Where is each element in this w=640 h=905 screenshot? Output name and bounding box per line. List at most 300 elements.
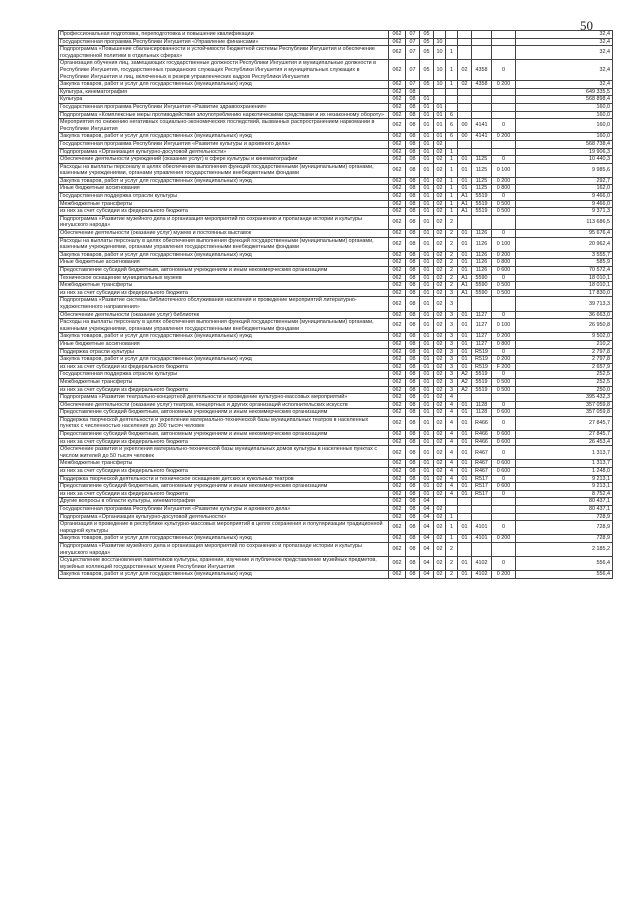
expense-type-cell xyxy=(492,103,516,111)
program-code-cell: 02 xyxy=(434,148,446,156)
subprogram-code-cell: 2 xyxy=(446,274,458,282)
direction-code-cell: 1127 xyxy=(472,333,492,341)
table-row xyxy=(59,111,613,119)
table-row xyxy=(59,185,613,193)
program-code-cell: 01 xyxy=(434,103,446,111)
direction-code-cell: 1127 xyxy=(472,340,492,348)
expense-type-cell: 0 600 xyxy=(492,483,516,491)
program-code-cell: 02 xyxy=(434,289,446,297)
direction-code-cell: 5590 xyxy=(472,274,492,282)
subprogram-code-cell: 4 xyxy=(446,460,458,468)
table-row xyxy=(59,200,613,208)
event-code-cell xyxy=(458,46,472,60)
program-code-cell: 02 xyxy=(434,259,446,267)
admin-code-cell: 062 xyxy=(389,513,406,521)
subsection-code-cell: 01 xyxy=(420,438,434,446)
admin-code-cell: 062 xyxy=(389,521,406,535)
event-code-cell: A1 xyxy=(458,193,472,201)
table-row xyxy=(59,251,613,259)
direction-code-cell: R519 xyxy=(472,356,492,364)
row-name-cell: Закупка товаров, работ и услуг для государственных (муниципальных) нужд xyxy=(59,333,389,341)
subprogram-code-cell: 1 xyxy=(446,60,458,81)
event-code-cell: 01 xyxy=(458,401,472,409)
event-code-cell: 01 xyxy=(458,251,472,259)
amount-cell: 70 572,4 xyxy=(516,267,613,275)
direction-code-cell: 1126 xyxy=(472,251,492,259)
subprogram-code-cell: 3 xyxy=(446,378,458,386)
event-code-cell: 02 xyxy=(458,81,472,89)
subsection-code-cell: 01 xyxy=(420,185,434,193)
amount-cell: 728,9 xyxy=(516,535,613,543)
direction-code-cell: R517 xyxy=(472,475,492,483)
direction-code-cell xyxy=(472,88,492,96)
table-row xyxy=(59,446,613,460)
direction-code-cell: 1125 xyxy=(472,185,492,193)
row-name-cell: Расходы на выплаты персоналу в целях обеспечения выполнения функций государственными (муниципальными) органами, казенными учреждениями, органами управления государственными внебюджетными фондами xyxy=(59,237,389,251)
admin-code-cell: 062 xyxy=(389,401,406,409)
section-code-cell: 08 xyxy=(406,571,420,579)
subsection-code-cell: 01 xyxy=(420,483,434,491)
admin-code-cell: 062 xyxy=(389,490,406,498)
section-code-cell: 08 xyxy=(406,394,420,402)
row-name-cell: Техническое оснащение муниципальных музеев xyxy=(59,274,389,282)
admin-code-cell: 062 xyxy=(389,163,406,177)
subsection-code-cell: 01 xyxy=(420,401,434,409)
direction-code-cell: 4141 xyxy=(472,119,492,133)
direction-code-cell xyxy=(472,111,492,119)
subsection-code-cell: 04 xyxy=(420,535,434,543)
subsection-code-cell: 05 xyxy=(420,60,434,81)
section-code-cell: 07 xyxy=(406,46,420,60)
expense-type-cell: 0 xyxy=(492,156,516,164)
subsection-code-cell: 04 xyxy=(420,506,434,514)
subsection-code-cell: 01 xyxy=(420,333,434,341)
program-code-cell: 02 xyxy=(434,193,446,201)
expense-type-cell: 0 xyxy=(492,521,516,535)
subprogram-code-cell: 1 xyxy=(446,208,458,216)
program-code-cell xyxy=(434,88,446,96)
subsection-code-cell: 04 xyxy=(420,557,434,571)
program-code-cell: 02 xyxy=(434,394,446,402)
subprogram-code-cell: 4 xyxy=(446,431,458,439)
amount-cell: 357 059,8 xyxy=(516,409,613,417)
direction-code-cell: R519 xyxy=(472,348,492,356)
subprogram-code-cell: 2 xyxy=(446,230,458,238)
section-code-cell: 08 xyxy=(406,340,420,348)
event-code-cell: 01 xyxy=(458,468,472,476)
subprogram-code-cell xyxy=(446,96,458,104)
admin-code-cell: 062 xyxy=(389,237,406,251)
amount-cell: 649 335,5 xyxy=(516,88,613,96)
expense-type-cell xyxy=(492,513,516,521)
amount-cell: 357 059,8 xyxy=(516,401,613,409)
subsection-code-cell: 01 xyxy=(420,409,434,417)
event-code-cell xyxy=(458,103,472,111)
admin-code-cell: 062 xyxy=(389,133,406,141)
table-row xyxy=(59,513,613,521)
amount-cell: 20 962,4 xyxy=(516,237,613,251)
direction-code-cell: 4102 xyxy=(472,557,492,571)
table-row xyxy=(59,416,613,430)
table-row xyxy=(59,148,613,156)
section-code-cell: 08 xyxy=(406,148,420,156)
expense-type-cell: 0 200 xyxy=(492,571,516,579)
row-name-cell: Государственная программа Республики Ингушетия «Развитие культуры и архивного дела» xyxy=(59,140,389,148)
admin-code-cell: 062 xyxy=(389,81,406,89)
amount-cell: 160,0 xyxy=(516,133,613,141)
direction-code-cell: R467 xyxy=(472,446,492,460)
admin-code-cell: 062 xyxy=(389,297,406,311)
row-name-cell: Межбюджетные трансферты xyxy=(59,378,389,386)
event-code-cell: 01 xyxy=(458,535,472,543)
table-row xyxy=(59,96,613,104)
page-number: 50 xyxy=(580,18,593,33)
section-code-cell: 08 xyxy=(406,282,420,290)
amount-cell: 9 466,0 xyxy=(516,193,613,201)
row-name-cell: Предоставление субсидий бюджетным, автономным учреждениям и иным некоммерческим организациям xyxy=(59,409,389,417)
row-name-cell: из них за счет субсидии из федерального бюджета xyxy=(59,289,389,297)
expense-type-cell: 0 200 xyxy=(492,133,516,141)
program-code-cell: 02 xyxy=(434,177,446,185)
program-code-cell: 02 xyxy=(434,513,446,521)
amount-cell: 27 845,7 xyxy=(516,431,613,439)
admin-code-cell: 062 xyxy=(389,259,406,267)
section-code-cell: 08 xyxy=(406,371,420,379)
section-code-cell: 08 xyxy=(406,297,420,311)
section-code-cell: 08 xyxy=(406,237,420,251)
subprogram-code-cell: 3 xyxy=(446,340,458,348)
expense-type-cell: 0 800 xyxy=(492,259,516,267)
direction-code-cell xyxy=(472,103,492,111)
table-row xyxy=(59,521,613,535)
expense-type-cell: 0 200 xyxy=(492,81,516,89)
table-row xyxy=(59,431,613,439)
subprogram-code-cell: 4 xyxy=(446,490,458,498)
admin-code-cell: 062 xyxy=(389,319,406,333)
subprogram-code-cell: 4 xyxy=(446,416,458,430)
expense-type-cell: 0 xyxy=(492,311,516,319)
admin-code-cell: 062 xyxy=(389,282,406,290)
table-body xyxy=(59,31,613,579)
event-code-cell: 00 xyxy=(458,119,472,133)
expense-type-cell: 0 200 xyxy=(492,333,516,341)
subprogram-code-cell: 2 xyxy=(446,571,458,579)
subprogram-code-cell: 3 xyxy=(446,311,458,319)
amount-cell: 18 010,1 xyxy=(516,274,613,282)
expense-type-cell: 0 500 xyxy=(492,289,516,297)
event-code-cell: 01 xyxy=(458,460,472,468)
expense-type-cell: 0 100 xyxy=(492,237,516,251)
row-name-cell: Поддержка творческой деятельности и техническое оснащение детских и кукольных театров xyxy=(59,475,389,483)
amount-cell: 8 752,4 xyxy=(516,490,613,498)
row-name-cell: Осуществление восстановления памятников культуры, хранение, изучение и публичное представление музейных предметов, музейных коллекций государственных музеев Республики Ингушетия xyxy=(59,557,389,571)
admin-code-cell: 062 xyxy=(389,46,406,60)
amount-cell: 32,4 xyxy=(516,31,613,39)
row-name-cell: Предоставление субсидий бюджетным, автономным учреждениям и иным некоммерческим организациям xyxy=(59,267,389,275)
subprogram-code-cell: 3 xyxy=(446,289,458,297)
direction-code-cell: 5519 xyxy=(472,193,492,201)
row-name-cell: из них за счет субсидии из федерального бюджета xyxy=(59,208,389,216)
event-code-cell xyxy=(458,394,472,402)
event-code-cell xyxy=(458,31,472,39)
direction-code-cell xyxy=(472,96,492,104)
row-name-cell: Культура xyxy=(59,96,389,104)
expense-type-cell: 0 xyxy=(492,119,516,133)
subprogram-code-cell: 2 xyxy=(446,557,458,571)
row-name-cell: Подпрограмма «Развитие театрально-концертной деятельности и проведение культурно-массовых мероприятий» xyxy=(59,394,389,402)
subsection-code-cell: 01 xyxy=(420,394,434,402)
amount-cell: 36 663,0 xyxy=(516,311,613,319)
admin-code-cell: 062 xyxy=(389,208,406,216)
event-code-cell: 01 xyxy=(458,475,472,483)
table-row xyxy=(59,363,613,371)
direction-code-cell: R517 xyxy=(472,483,492,491)
table-row xyxy=(59,333,613,341)
subsection-code-cell: 01 xyxy=(420,311,434,319)
section-code-cell: 08 xyxy=(406,431,420,439)
program-code-cell: 02 xyxy=(434,378,446,386)
program-code-cell: 01 xyxy=(434,111,446,119)
section-code-cell: 07 xyxy=(406,60,420,81)
table-row xyxy=(59,140,613,148)
amount-cell: 18 010,1 xyxy=(516,282,613,290)
section-code-cell: 08 xyxy=(406,386,420,394)
subsection-code-cell: 04 xyxy=(420,542,434,556)
row-name-cell: Государственная поддержка отрасли культуры xyxy=(59,371,389,379)
row-name-cell: из них за счет субсидии из федерального бюджета xyxy=(59,363,389,371)
expense-type-cell: 0 xyxy=(492,60,516,81)
event-code-cell: 01 xyxy=(458,416,472,430)
direction-code-cell: 4101 xyxy=(472,535,492,543)
row-name-cell: Подпрограмма «Повышение сбалансированности и устойчивости бюджетной системы Республики Ингушетия и обеспечение государственной политики в отдельных сферах» xyxy=(59,46,389,60)
table-row xyxy=(59,371,613,379)
direction-code-cell: 5519 xyxy=(472,378,492,386)
amount-cell: 113 686,5 xyxy=(516,215,613,229)
expense-type-cell: 0 600 xyxy=(492,468,516,476)
admin-code-cell: 062 xyxy=(389,230,406,238)
event-code-cell xyxy=(458,498,472,506)
program-code-cell: 02 xyxy=(434,521,446,535)
subsection-code-cell: 01 xyxy=(420,282,434,290)
section-code-cell: 08 xyxy=(406,311,420,319)
subsection-code-cell: 05 xyxy=(420,81,434,89)
program-code-cell: 02 xyxy=(434,409,446,417)
expense-type-cell: 0 xyxy=(492,401,516,409)
amount-cell: 10 440,3 xyxy=(516,156,613,164)
row-name-cell: Государственная поддержка отрасли культуры xyxy=(59,193,389,201)
expense-type-cell xyxy=(492,148,516,156)
expense-type-cell: 0 600 xyxy=(492,460,516,468)
subsection-code-cell: 01 xyxy=(420,208,434,216)
row-name-cell: из них за счет субсидии из федерального бюджета xyxy=(59,386,389,394)
section-code-cell: 08 xyxy=(406,88,420,96)
event-code-cell xyxy=(458,88,472,96)
admin-code-cell: 062 xyxy=(389,557,406,571)
subsection-code-cell: 04 xyxy=(420,498,434,506)
program-code-cell: 10 xyxy=(434,38,446,46)
admin-code-cell: 062 xyxy=(389,267,406,275)
event-code-cell: 01 xyxy=(458,340,472,348)
amount-cell: 252,5 xyxy=(516,371,613,379)
subsection-code-cell xyxy=(420,88,434,96)
section-code-cell: 08 xyxy=(406,193,420,201)
event-code-cell: 01 xyxy=(458,230,472,238)
amount-cell: 9 213,1 xyxy=(516,475,613,483)
section-code-cell: 08 xyxy=(406,409,420,417)
table-row xyxy=(59,46,613,60)
direction-code-cell xyxy=(472,394,492,402)
table-row xyxy=(59,438,613,446)
expense-type-cell: 0 600 xyxy=(492,438,516,446)
event-code-cell: 01 xyxy=(458,431,472,439)
subsection-code-cell: 01 xyxy=(420,363,434,371)
amount-cell: 1 313,7 xyxy=(516,446,613,460)
subsection-code-cell: 01 xyxy=(420,133,434,141)
admin-code-cell: 062 xyxy=(389,438,406,446)
section-code-cell: 08 xyxy=(406,521,420,535)
direction-code-cell: R467 xyxy=(472,460,492,468)
event-code-cell: 01 xyxy=(458,483,472,491)
row-name-cell: Культура, кинематография xyxy=(59,88,389,96)
event-code-cell: 01 xyxy=(458,185,472,193)
amount-cell: 395 432,3 xyxy=(516,394,613,402)
amount-cell: 19 906,3 xyxy=(516,148,613,156)
amount-cell: 26 453,4 xyxy=(516,438,613,446)
section-code-cell: 08 xyxy=(406,356,420,364)
table-row xyxy=(59,274,613,282)
subprogram-code-cell: 4 xyxy=(446,475,458,483)
amount-cell: 32,4 xyxy=(516,38,613,46)
amount-cell: 568 738,4 xyxy=(516,140,613,148)
direction-code-cell: 1127 xyxy=(472,311,492,319)
subprogram-code-cell: 6 xyxy=(446,133,458,141)
program-code-cell: 02 xyxy=(434,571,446,579)
table-row xyxy=(59,542,613,556)
subprogram-code-cell: 1 xyxy=(446,535,458,543)
direction-code-cell: 1127 xyxy=(472,319,492,333)
admin-code-cell: 062 xyxy=(389,535,406,543)
program-code-cell: 02 xyxy=(434,542,446,556)
row-name-cell: Другие вопросы в области культуры, кинематографии xyxy=(59,498,389,506)
subprogram-code-cell: 1 xyxy=(446,156,458,164)
section-code-cell: 08 xyxy=(406,163,420,177)
subprogram-code-cell: 1 xyxy=(446,177,458,185)
table-row xyxy=(59,133,613,141)
table-row xyxy=(59,215,613,229)
expense-type-cell: 0 200 xyxy=(492,535,516,543)
direction-code-cell: 5519 xyxy=(472,208,492,216)
row-name-cell: Расходы на выплаты персоналу в целях обеспечения выполнения функций государственными (муниципальными) органами, казенными учреждениями, органами управления государственными внебюджетными фондами xyxy=(59,319,389,333)
row-name-cell: Подпрограмма «Развитие музейного дела и организация мероприятий по сохранению и пропаганде истории и культуры ингушского народа» xyxy=(59,542,389,556)
row-name-cell: Закупка товаров, работ и услуг для государственных (муниципальных) нужд xyxy=(59,356,389,364)
table-row xyxy=(59,289,613,297)
amount-cell: 9 985,6 xyxy=(516,163,613,177)
direction-code-cell xyxy=(472,215,492,229)
section-code-cell: 08 xyxy=(406,483,420,491)
event-code-cell xyxy=(458,506,472,514)
amount-cell: 160,0 xyxy=(516,119,613,133)
section-code-cell: 08 xyxy=(406,230,420,238)
budget-table xyxy=(58,30,613,579)
subprogram-code-cell: 2 xyxy=(446,251,458,259)
event-code-cell: 01 xyxy=(458,267,472,275)
program-code-cell: 02 xyxy=(434,490,446,498)
event-code-cell: 01 xyxy=(458,156,472,164)
admin-code-cell: 062 xyxy=(389,431,406,439)
table-row xyxy=(59,259,613,267)
event-code-cell: 01 xyxy=(458,163,472,177)
admin-code-cell: 062 xyxy=(389,446,406,460)
admin-code-cell: 062 xyxy=(389,193,406,201)
program-code-cell: 02 xyxy=(434,200,446,208)
row-name-cell: Межбюджетные трансферты xyxy=(59,460,389,468)
direction-code-cell: 1126 xyxy=(472,259,492,267)
subsection-code-cell: 01 xyxy=(420,96,434,104)
amount-cell: 27 845,7 xyxy=(516,416,613,430)
section-code-cell: 08 xyxy=(406,475,420,483)
event-code-cell: 01 xyxy=(458,571,472,579)
subsection-code-cell: 01 xyxy=(420,446,434,460)
event-code-cell: 01 xyxy=(458,409,472,417)
expense-type-cell xyxy=(492,96,516,104)
amount-cell: 32,4 xyxy=(516,60,613,81)
admin-code-cell: 062 xyxy=(389,177,406,185)
subsection-code-cell: 01 xyxy=(420,193,434,201)
subsection-code-cell: 05 xyxy=(420,46,434,60)
section-code-cell: 08 xyxy=(406,156,420,164)
expense-type-cell xyxy=(492,542,516,556)
section-code-cell: 08 xyxy=(406,267,420,275)
admin-code-cell: 062 xyxy=(389,378,406,386)
program-code-cell: 01 xyxy=(434,119,446,133)
event-code-cell: 01 xyxy=(458,446,472,460)
amount-cell: 9 213,1 xyxy=(516,483,613,491)
subsection-code-cell: 05 xyxy=(420,38,434,46)
section-code-cell: 08 xyxy=(406,348,420,356)
program-code-cell: 02 xyxy=(434,557,446,571)
table-row xyxy=(59,401,613,409)
program-code-cell: 02 xyxy=(434,340,446,348)
expense-type-cell xyxy=(492,111,516,119)
direction-code-cell: R466 xyxy=(472,416,492,430)
subprogram-code-cell: 1 xyxy=(446,200,458,208)
section-code-cell: 08 xyxy=(406,378,420,386)
admin-code-cell: 062 xyxy=(389,289,406,297)
subprogram-code-cell: 4 xyxy=(446,394,458,402)
subsection-code-cell: 01 xyxy=(420,371,434,379)
event-code-cell: 01 xyxy=(458,356,472,364)
amount-cell: 95 676,4 xyxy=(516,230,613,238)
direction-code-cell: 5590 xyxy=(472,289,492,297)
direction-code-cell: 1126 xyxy=(472,237,492,251)
admin-code-cell: 062 xyxy=(389,333,406,341)
subprogram-code-cell: 1 xyxy=(446,513,458,521)
subprogram-code-cell: 3 xyxy=(446,371,458,379)
table-row xyxy=(59,230,613,238)
subprogram-code-cell: 4 xyxy=(446,438,458,446)
section-code-cell: 08 xyxy=(406,506,420,514)
subsection-code-cell: 01 xyxy=(420,215,434,229)
row-name-cell: Обеспечение деятельности (оказание услуг) театров, концертных и других организаций исполнительских искусств xyxy=(59,401,389,409)
subsection-code-cell: 04 xyxy=(420,513,434,521)
expense-type-cell xyxy=(492,498,516,506)
table-row xyxy=(59,81,613,89)
event-code-cell: A1 xyxy=(458,282,472,290)
section-code-cell: 08 xyxy=(406,119,420,133)
expense-type-cell: 0 200 xyxy=(492,251,516,259)
table-row xyxy=(59,348,613,356)
program-code-cell: 02 xyxy=(434,348,446,356)
